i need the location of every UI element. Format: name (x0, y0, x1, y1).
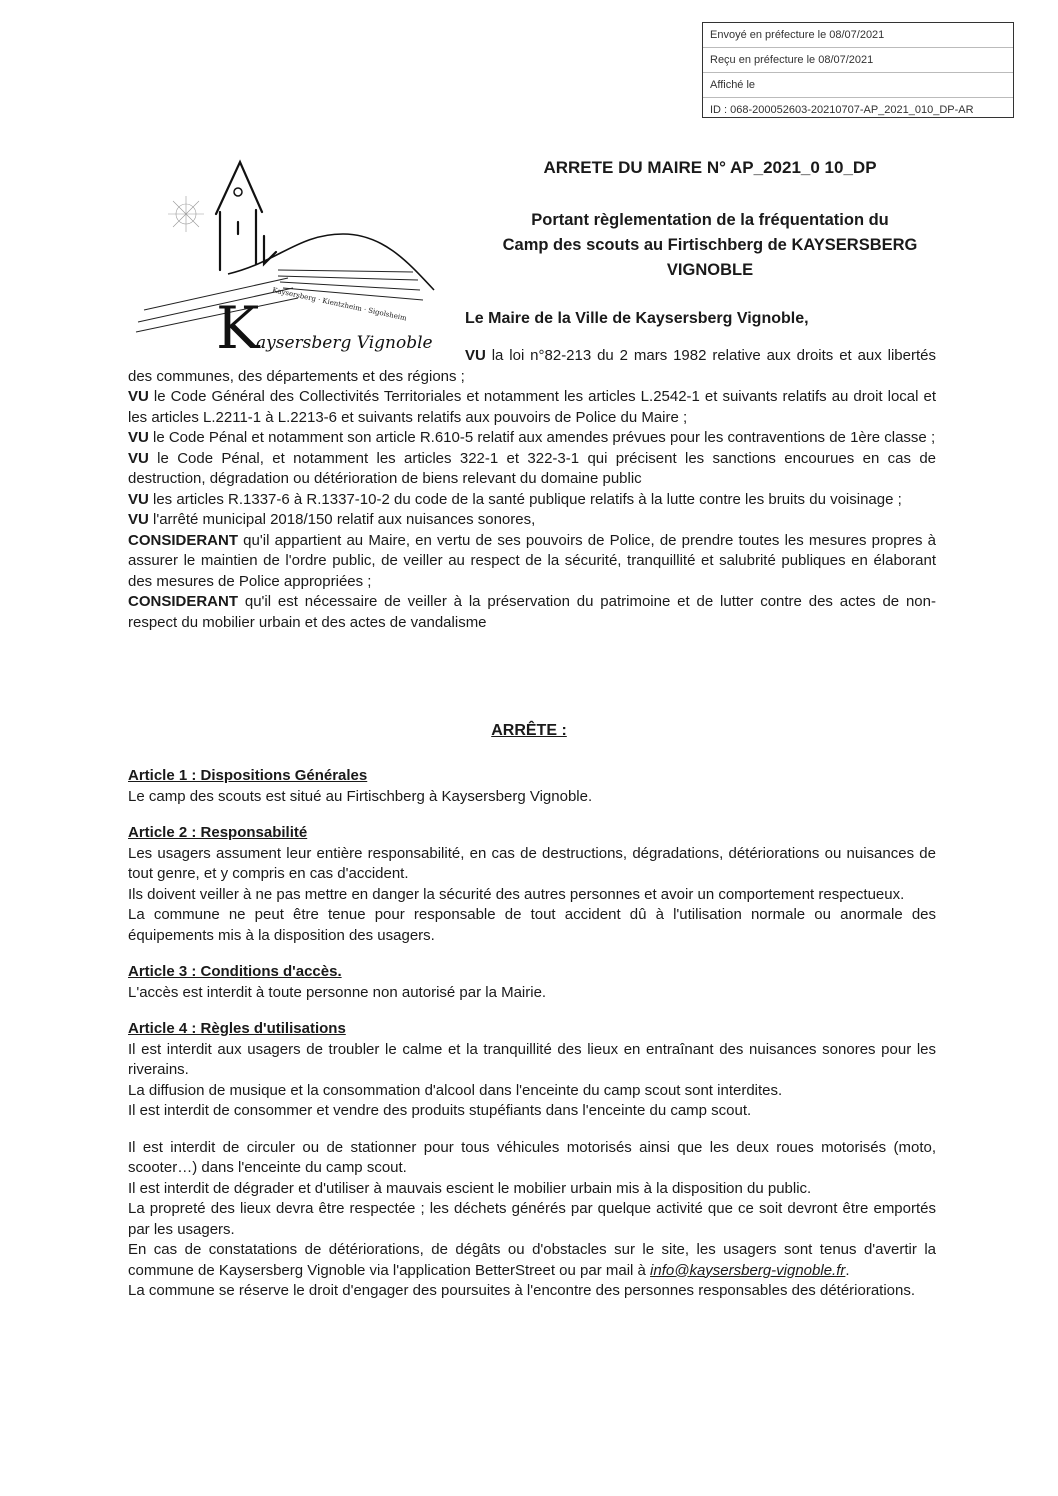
consideration-keyword: VU (128, 388, 149, 405)
consideration-keyword: CONSIDERANT (128, 593, 239, 610)
consideration-item (128, 346, 936, 387)
stamp-received: Reçu en préfecture le 08/07/2021 (703, 48, 1013, 73)
article-paragraph: Ils doivent veiller à ne pas mettre en danger la sécurité des autres personnes et avoir un comportement respectueux. (128, 885, 905, 903)
prefecture-stamp (702, 22, 1014, 118)
mayor-line: Le Maire de la Ville de Kaysersberg Vignoble, (465, 310, 809, 327)
article-heading: Article 4 : Règles d'utilisations (128, 1020, 346, 1037)
subject-line-3: VIGNOBLE (666, 261, 754, 279)
consideration-text: qu'il est nécessaire de veiller à la préservation du patrimoine et de lutter contre des actes de non-respect du mobilier urbain et des actes de vandalisme (128, 593, 936, 631)
consideration-keyword: VU (128, 429, 149, 446)
spacer (128, 807, 936, 823)
spacer (128, 1003, 936, 1019)
logo-initial: K (216, 294, 260, 362)
consideration-keyword: VU (128, 449, 149, 467)
report-text: En cas de constatations de détériorations, de dégâts ou d'obstacles sur le site, les usagers sont tenus d'avertir la commune de Kaysersberg Vignoble via l'application BetterStreet ou par mail à (128, 1241, 936, 1279)
article-paragraph: La commune ne peut être tenue pour responsable de tout accident dû à l'utilisation normale ou anormale des équipements mis à la disposition des usagers. (128, 906, 936, 944)
consideration-item (128, 531, 936, 593)
article-paragraph: Il est interdit de circuler ou de stationner pour tous véhicules motorisés ainsi que les deux roues motorisés (moto, scooter…) dans l'enceinte du camp scout. (128, 1138, 936, 1176)
consideration-item (128, 428, 936, 449)
report-paragraph (128, 1240, 936, 1281)
article-paragraph: Il est interdit de dégrader et d'utiliser à mauvais escient le mobilier urbain mis à la disposition du public. (128, 1179, 812, 1197)
consideration-item (128, 592, 936, 633)
consideration-text: qu'il appartient au Maire, en vertu de ses pouvoirs de Police, de prendre toutes les mesures propres à assurer le maintien de l'ordre public, de veiller au respect de la sécurité, tranquillité et salubrité publiques en élaborant des mesures de Police appropriées ; (128, 531, 936, 590)
consideration-text: la loi n°82-213 du 2 mars 1982 relative aux droits et aux libertés des communes, des départements et des régions ; (128, 347, 936, 385)
consideration-text: l'arrêté municipal 2018/150 relatif aux nuisances sonores, (148, 511, 536, 528)
subject-line-1: Portant règlementation de la fréquentation du (531, 211, 889, 229)
consideration-text: le Code Pénal, et notamment les articles 322-1 et 322-3-1 qui précisent les sanctions encourues en cas de destruction, dégradation ou détérioration de biens relevant du domaine public (128, 449, 936, 487)
final-paragraph: La commune se réserve le droit d'engager des poursuites à l'encontre des personnes responsables des détériorations. (128, 1282, 916, 1299)
consideration-text: les articles R.1337-6 à R.1337-10-2 du code de la santé publique relatifs à la lutte contre les bruits du voisinage ; (148, 490, 902, 508)
consideration-keyword: CONSIDERANT (128, 531, 239, 549)
consideration-item (128, 490, 936, 511)
stamp-sent: Envoyé en préfecture le 08/07/2021 (703, 23, 1013, 48)
article-heading: Article 3 : Conditions d'accès. (128, 963, 342, 980)
consideration-text: le Code Pénal et notamment son article R.610-5 relatif aux amendes prévues pour les contraventions de 1ère classe ; (148, 429, 936, 446)
article-paragraph: Il est interdit de consommer et vendre des produits stupéfiants dans l'enceinte du camp scout. (128, 1102, 752, 1119)
logo-script: aysersberg Vignoble (256, 333, 433, 353)
decree-title: ARRETE DU MAIRE N° AP_2021_0 10_DP (543, 158, 877, 177)
subject-line-2: Camp des scouts au Firtischberg de KAYSERSBERG (502, 236, 918, 254)
stamp-posted: Affiché le (703, 73, 1013, 98)
consideration-keyword: VU (465, 347, 486, 364)
consideration-keyword: VU (128, 490, 149, 508)
article-paragraph: Le camp des scouts est situé au Firtischberg à Kaysersberg Vignoble. (128, 787, 593, 805)
articles-block (128, 766, 936, 1302)
article-paragraph: Il est interdit aux usagers de troubler le calme et la tranquillité des lieux en entraînant des nuisances sonores pour les riverains. (128, 1040, 936, 1078)
report-email-link[interactable]: info@kaysersberg-vignoble.fr (650, 1261, 846, 1279)
spacer (128, 1122, 936, 1138)
article-heading: Article 2 : Responsabilité (128, 824, 308, 841)
article-paragraph: Les usagers assument leur entière responsabilité, en cas de destructions, dégradations, détériorations ou nuisances de tout genre, et y compris en cas d'accident. (128, 844, 936, 882)
church-vineyard-logo-icon (128, 152, 448, 362)
consideration-text: le Code Général des Collectivités Territoriales et notamment les articles L.2542-1 et suivants relatifs au droit local et les articles L.2211-1 à L.2213-6 et suivants relatifs aux pouvoirs de Police du Maire ; (128, 388, 936, 426)
consideration-item (128, 449, 936, 490)
spacer (128, 946, 936, 962)
decision-heading: ARRÊTE : (491, 722, 567, 739)
consideration-keyword: VU (128, 511, 149, 528)
decree-subject (470, 208, 950, 283)
article-paragraph: L'accès est interdit à toute personne non autorisé par la Mairie. (128, 983, 547, 1001)
article-heading: Article 1 : Dispositions Générales (128, 767, 368, 784)
considerations-block (128, 346, 936, 633)
stamp-id: ID : 068-200052603-20210707-AP_2021_010_DP-AR (710, 104, 974, 116)
report-end: . (845, 1261, 850, 1279)
consideration-item (128, 387, 936, 428)
consideration-item (128, 510, 936, 531)
article-paragraph: La diffusion de musique et la consommation d'alcool dans l'enceinte du camp scout sont interdites. (128, 1081, 783, 1099)
logo-subtitle: Kaysersberg · Kientzheim · Sigolsheim (271, 286, 408, 323)
article-paragraph: La propreté des lieux devra être respectée ; les déchets générés par quelque activité que ce soit devront être emportés par les usagers. (128, 1200, 936, 1238)
